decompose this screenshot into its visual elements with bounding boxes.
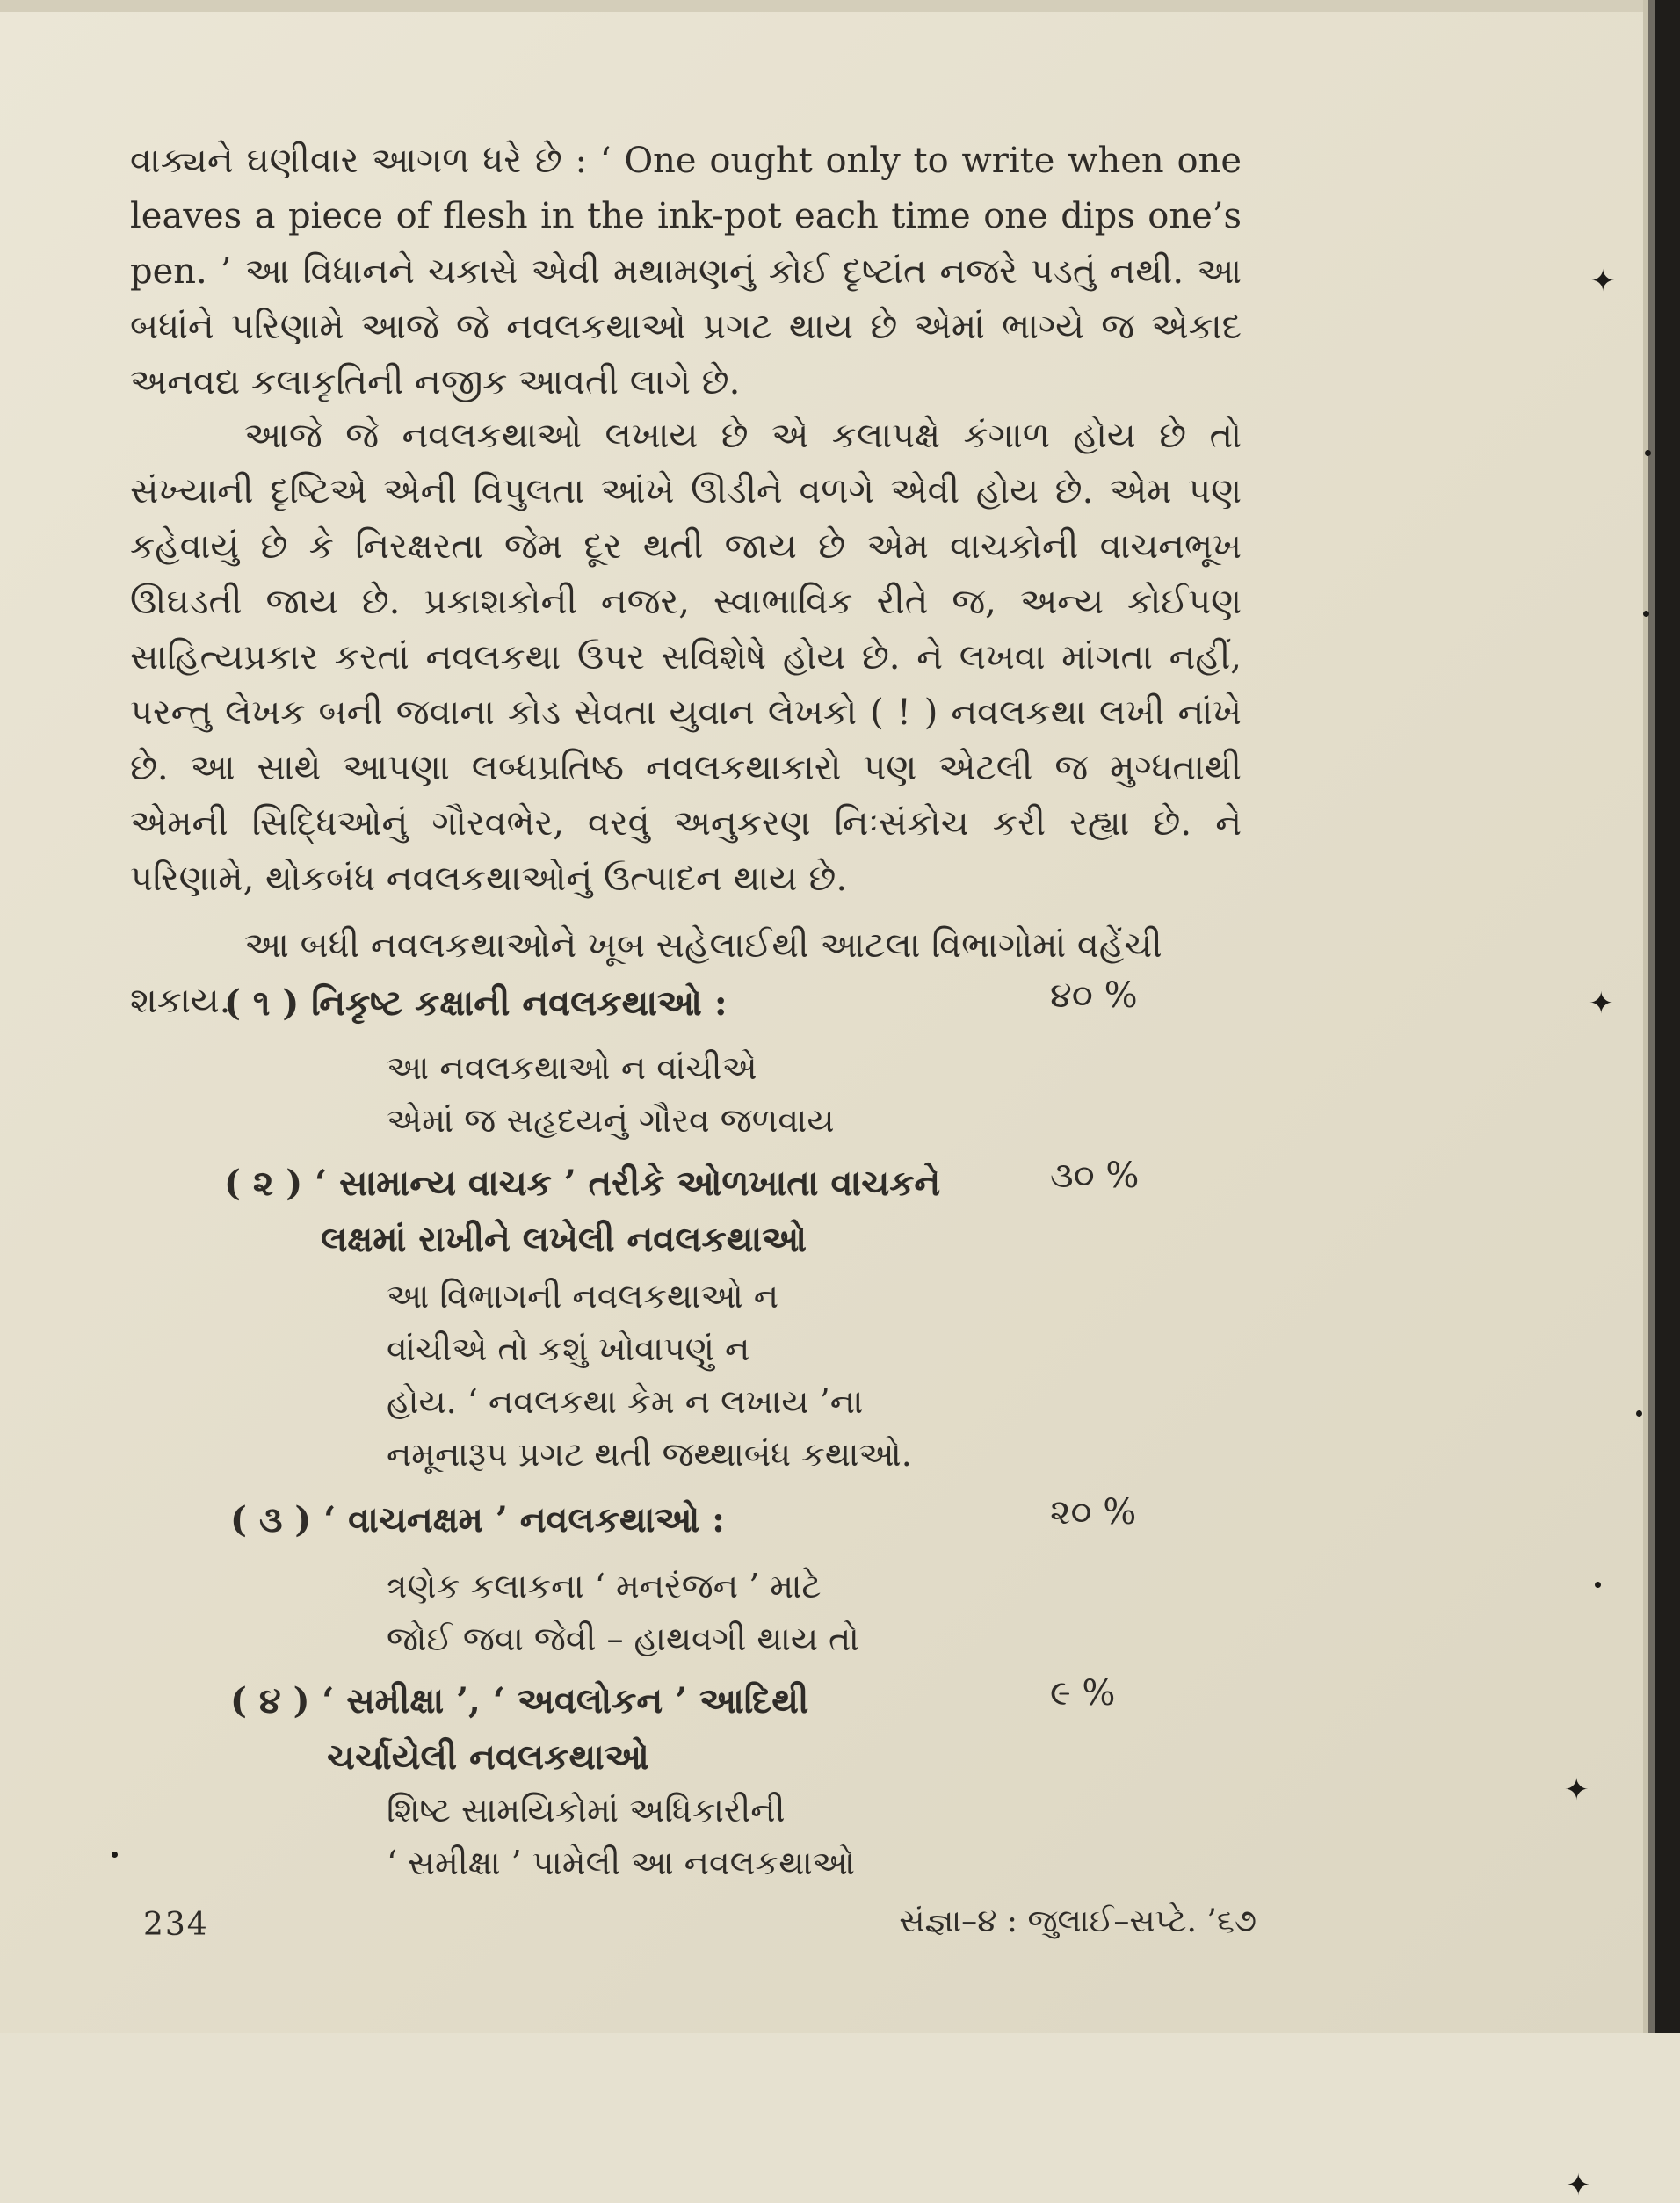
- paragraph-1: વાક્યને ઘણીવાર આગળ ધરે છે : ‘ One ought only to write when one leaves a piece of flesh in the ink-pot each time one dips one’s pen. ’ આ વિધાનને ચકાસે એવી મથામણનું કોઈ દૃષ્ટાંત નજરે પડતું નથી. આ બધાંને પરિણામે આજે જે નવલકથાઓ પ્રગટ થાય છે એમાં ભાગ્યે જ એકાદ અનવદ્ય કલાકૃતિની નજીક આવતી લાગે છે.: [130, 141, 1242, 402]
- speck-dot: [1636, 1410, 1642, 1417]
- page-fold-shadow: [1648, 0, 1655, 2033]
- category-1-heading: [224, 975, 728, 1032]
- paragraph-3: આ બધી નવલકથાઓને ખૂબ સહેલાઈથી આટલા વિભાગોમાં વહેંચી શકાય.: [130, 925, 1162, 1021]
- speck-mark-icon: ✦: [1566, 2168, 1591, 2203]
- star-speck-icon: ✦: [1589, 986, 1614, 1021]
- category-2-description: [387, 1270, 923, 1481]
- category-label: ( ૨ ) ‘ સામાન્ય વાચક ’ તરીકે ઓળખાતા વાચકને: [224, 1163, 941, 1204]
- category-4-description: [387, 1784, 923, 1889]
- description-line: આ વિભાગની નવલકથાઓ ન: [387, 1277, 779, 1315]
- category-label-line2: ચર્ચાયેલી નવલકથાઓ: [327, 1736, 649, 1778]
- category-3-description: [387, 1560, 923, 1665]
- description-line: ત્રણેક કલાકના ‘ મનરંજન ’ માટે: [387, 1567, 822, 1605]
- category-4-heading: [230, 1673, 808, 1786]
- category-2-heading: [224, 1156, 940, 1268]
- category-3-percent: ૨૦ %: [1050, 1492, 1137, 1533]
- category-label: ( ૪ ) ‘ સમીક્ષા ’, ‘ અવલોકન ’ આદિથી: [230, 1680, 809, 1721]
- description-line: હોય. ‘ નવલકથા કેમ ન લખાય ’ના: [387, 1382, 864, 1421]
- paragraph-2: આજે જે નવલકથાઓ લખાય છે એ કલાપક્ષે કંગાળ હોય છે તો સંખ્યાની દૃષ્ટિએ એની વિપુલતા આંખે ઊડીને વળગે એવી હોય છે. એમ પણ કહેવાયું છે કે નિરક્ષરતા જેમ દૂર થતી જાય છે એમ વાચકોની વાચનભૂખ ઊઘડતી જાય છે. પ્રકાશકોની નજર, સ્વાભાવિક રીતે જ, અન્ય કોઈપણ સાહિત્યપ્રકાર કરતાં નવલકથા ઉપર સવિશેષે હોય છે. ને લખવા માંગતા નહીં, પરન્તુ લેખક બની જવાના કોડ સેવતા યુવાન લેખકો ( ! ) નવલકથા લખી નાંખે છે. આ સાથે આપણા લબ્ધપ્રતિષ્ઠ નવલકથાકારો પણ એટલી જ મુગ્ધતાથી એમની સિદ્ધિઓનું ગૌરવભેર, વરવું અનુકરણ નિઃસંકોચ કરી રહ્યા છે. ને પરિણામે, થોકબંધ નવલકથાઓનું ઉત્પાદન થાય છે.: [130, 416, 1242, 899]
- speck-dot: [112, 1852, 118, 1858]
- category-label: ( ૧ ) નિકૃષ્ટ કક્ષાની નવલકથાઓ :: [224, 982, 728, 1024]
- category-label: ( ૩ ) ‘ વાચનક્ષમ ’ નવલકથાઓ :: [230, 1499, 725, 1540]
- category-2-percent: ૩૦ %: [1050, 1156, 1140, 1196]
- description-line: આ નવલકથાઓ ન વાંચીએ: [387, 1048, 757, 1087]
- category-1-percent: ૪૦ %: [1050, 975, 1138, 1016]
- description-line: વાંચીએ તો કશું ખોવાપણું ન: [387, 1330, 750, 1368]
- description-line: ‘ સમીક્ષા ’ પામેલી આ નવલકથાઓ: [387, 1844, 855, 1882]
- speck-dot: [1595, 1582, 1601, 1588]
- speck-mark-icon: ✦: [1564, 1772, 1589, 1808]
- category-label-line2: લક્ષમાં રાખીને લખેલી નવલકથાઓ: [321, 1219, 807, 1260]
- speck-dot: [1645, 450, 1651, 456]
- description-line: નમૂનારૂપ પ્રગટ થતી જથ્થાબંધ કથાઓ.: [387, 1435, 912, 1474]
- top-edge: [0, 0, 1680, 12]
- category-1-description: [387, 1041, 923, 1147]
- page-number: 234: [143, 1907, 209, 1943]
- category-3-heading: [230, 1492, 725, 1548]
- description-line: એમાં જ સહૃદયનું ગૌરવ જળવાય: [387, 1101, 835, 1140]
- description-line: શિષ્ટ સામયિકોમાં અધિકારીની: [387, 1791, 786, 1830]
- binding-edge: [1655, 0, 1680, 2033]
- category-4-percent: ૯ %: [1050, 1673, 1116, 1714]
- description-line: જોઈ જવા જેવી – હાથવગી થાય તો: [387, 1620, 859, 1658]
- speck-dot: [1643, 611, 1649, 617]
- journal-footer: સંજ્ઞા–૪ : જુલાઈ–સપ્ટે. ’૬૭: [899, 1903, 1256, 1939]
- star-speck-icon: ✦: [1590, 264, 1616, 299]
